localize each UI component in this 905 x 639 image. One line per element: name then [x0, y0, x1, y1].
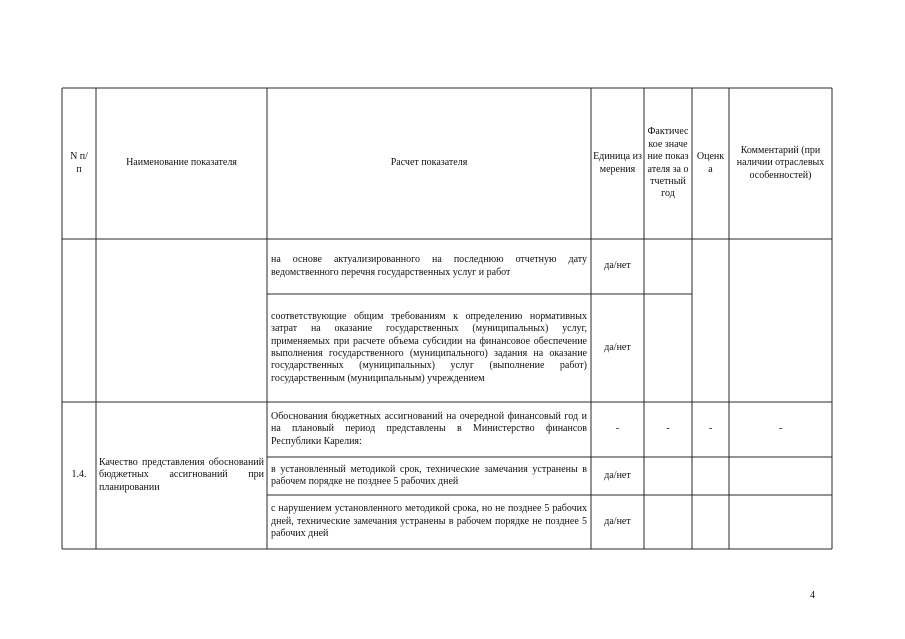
indicator-1-4-row-3-unit [591, 495, 644, 549]
indicator-1-4-row-1-comment-text: - [778, 423, 783, 435]
header-actual-value-text: Фактическое значение показателя за отчетный год [647, 126, 689, 200]
header-calculation-text: Расчет показателя [390, 157, 468, 169]
header-calculation [267, 88, 591, 239]
indicator-1-4-row-1-calculation-text: Обоснования бюджетных ассигнований на очередной финансовый год и на плановый период представлены в Министерство финансов Республики Карелия: [271, 410, 587, 447]
header-unit-text: Единица измерения [593, 151, 642, 175]
indicator-1-4-row-2-calculation [267, 457, 591, 495]
indicator-1-4-row-2-calculation-text: в установленный методикой срок, технические замечания устранены в рабочем порядке не позднее 5 рабочих дней [271, 463, 587, 487]
indicator-1-4-row-1-score-text: - [708, 423, 713, 435]
continuation-row-2-calculation [267, 294, 591, 402]
page-number-text: 4 [810, 590, 815, 601]
continuation-row-1-unit-text: да/нет [604, 260, 631, 272]
indicator-1-4-row-1-unit [591, 402, 644, 457]
header-unit [591, 88, 644, 239]
indicator-1-4-row-2-unit-text: да/нет [604, 469, 631, 481]
header-number [62, 88, 96, 239]
header-indicator-name-text: Наименование показателя [126, 157, 237, 169]
indicator-1-4-number-text: 1.4. [71, 469, 87, 481]
header-indicator-name [96, 88, 267, 239]
header-comment [729, 88, 832, 239]
indicator-1-4-row-1-calculation [267, 402, 591, 457]
indicator-1-4-row-3-unit-text: да/нет [604, 515, 631, 527]
indicator-1-4-row-1-comment [729, 402, 832, 457]
header-number-text: N п/п [70, 151, 88, 175]
indicator-1-4-number [62, 402, 96, 549]
continuation-row-1-unit [591, 239, 644, 294]
indicator-1-4-row-1-score [692, 402, 729, 457]
header-actual-value [644, 88, 692, 239]
continuation-row-2-calculation-text: соответствующие общим требованиям к определению нормативных затрат на оказание государственных (муниципальных) услуг, применяемых при расчете объема субсидии на финансовое обеспечение выполнения государственного (муниципального) задания на оказание государственных (муниципальных) услуг (выполнение работ) государственным (муниципальным) учреждением [271, 310, 587, 384]
continuation-row-2-unit-text: да/нет [604, 341, 631, 353]
header-comment-text: Комментарий (при наличии отраслевых особенностей) [736, 144, 825, 181]
header-score-text: Оценка [696, 151, 725, 175]
header-score [692, 88, 729, 239]
indicator-1-4-row-2-unit [591, 457, 644, 495]
indicator-1-4-row-3-calculation-text: с нарушением установленного методикой срока, но не позднее 5 рабочих дней, технические замечания устранены в рабочем порядке не позднее 5 рабочих дней [271, 503, 587, 540]
indicator-1-4-row-1-actual-value-text: - [666, 423, 670, 435]
indicator-1-4-name-text: Качество представления обоснований бюджетных ассигнований при планировании [99, 456, 264, 493]
indicator-1-4-row-1-actual-value [644, 402, 692, 457]
page-number [810, 590, 815, 601]
indicator-1-4-name [96, 402, 267, 549]
continuation-row-2-unit [591, 294, 644, 402]
continuation-row-1-calculation [267, 239, 591, 294]
indicator-1-4-row-1-unit-text: - [615, 423, 620, 435]
continuation-row-1-calculation-text: на основе актуализированного на последнюю отчетную дату ведомственного перечня государственных услуг и работ [271, 254, 587, 278]
indicator-1-4-row-3-calculation [267, 495, 591, 549]
